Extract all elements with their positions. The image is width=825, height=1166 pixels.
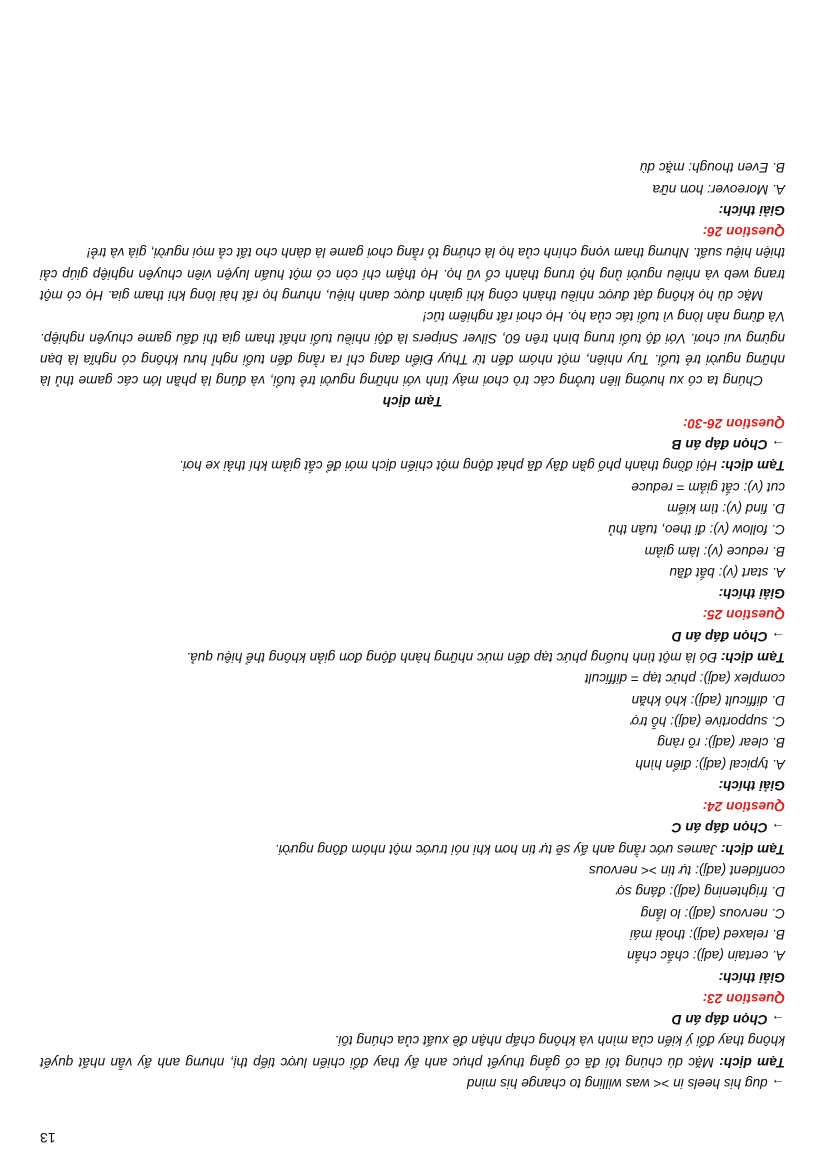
q25-title: Question 25: bbox=[702, 607, 785, 623]
q24-option-d: D. difficult (adj): khó khăn bbox=[631, 692, 785, 708]
q25-option-c: C. follow (v): đi theo, tuân thủ bbox=[608, 522, 785, 538]
passage-paragraph-1: Chúng ta có xu hướng liên tưởng các trò chơi máy tính với những người trẻ tuổi, và đúng là phần lớn các game thủ là những người trẻ tuổi. Tuy nhiên, một nhóm đến từ Thụy Điển đang chỉ ra rằng đến tuổi nghỉ hưu không có nghĩa là bạn ngừng vui chơi. Với độ tuổi trung bình trên 60, Silver Snipers là đội nhiều tuổi nhất tham gia thi đấu game chuyên nghiệp. Và đừng nản lòng vì tuổi tác của họ. Họ chơi rất nghiêm túc! bbox=[40, 309, 785, 389]
q25-translation bbox=[40, 455, 785, 476]
q24-option-b: B. clear (adj): rõ ràng bbox=[657, 735, 785, 751]
q23-option-b: B. relaxed (adj): thoải mái bbox=[630, 926, 785, 942]
translation-text: Mặc dù chúng tôi đã cố gắng thuyết phục anh ấy thay đổi chiến lược tiếp thị, nhưng anh ấy vẫn nhất quyết không thay đổi ý kiến của mình và không chấp nhận đề xuất của chúng tôi. bbox=[40, 1033, 785, 1070]
q23-translation bbox=[40, 838, 785, 859]
passage-paragraph-2: Mặc dù họ không đạt được nhiều thành công khi giành được danh hiệu, nhưng họ rất hài lòng khi tham gia. Họ có một trang web và nhiều người ủng hộ trung thành cổ vũ họ. Họ thậm chí còn có một huấn luyện viên chuyên nghiệp giúp cải thiện hiệu suất. Nhưng tham vọng chính của họ là chứng tỏ rằng chơi game là dành cho tất cả mọi người, già và trẻ! bbox=[40, 245, 785, 304]
q24-answer: → Chọn đáp án D bbox=[671, 628, 785, 644]
q24-option-a: A. typical (adj): điển hình bbox=[635, 756, 785, 772]
q25-option-a: A. start (v): bắt đầu bbox=[669, 564, 785, 580]
page-number: 13 bbox=[40, 1130, 56, 1146]
q22-translation bbox=[40, 1030, 785, 1073]
translation-label: Tạm dịch: bbox=[720, 458, 785, 474]
q23-explain-label: Giải thích: bbox=[718, 969, 785, 985]
q26-explain-label: Giải thích: bbox=[718, 202, 785, 218]
q25-option-b: B. reduce (v): làm giảm bbox=[644, 543, 785, 559]
translation-text: Hội đồng thành phố gần đây đã phát động một chiến dịch mới để cắt giảm khí thải xe hơi. bbox=[179, 458, 718, 474]
q23-answer: → Chọn đáp án C bbox=[671, 820, 785, 836]
q23-note: confident (adj): tự tin >< nervous bbox=[588, 863, 785, 879]
q24-title: Question 24: bbox=[702, 799, 785, 815]
translation-label: Tạm dịch: bbox=[720, 841, 785, 857]
q25-answer: → Chọn đáp án B bbox=[671, 437, 785, 453]
q23-option-c: C. nervous (adj): lo lắng bbox=[640, 905, 785, 921]
q26-option-a: A. Moreover: hơn nữa bbox=[652, 181, 785, 197]
passage-title: Question 26-30: bbox=[683, 415, 785, 431]
translation-label: Tạm dịch: bbox=[720, 650, 785, 666]
document-body bbox=[40, 157, 785, 1094]
q26-option-b: B. Even though: mặc dù bbox=[639, 160, 785, 176]
q22-tail: → dug his heels in >< was willing to change his mind bbox=[466, 1076, 785, 1091]
passage-heading: Tạm dịch bbox=[382, 394, 443, 410]
q24-option-c: C. supportive (adj): hỗ trợ bbox=[630, 713, 785, 729]
q23-title: Question 23: bbox=[702, 990, 785, 1006]
q25-option-d: D. find (v): tìm kiếm bbox=[667, 500, 785, 516]
q26-title: Question 26: bbox=[702, 224, 785, 240]
q25-note: cut (v): cắt giảm = reduce bbox=[631, 479, 785, 495]
q24-explain-label: Giải thích: bbox=[718, 777, 785, 793]
q23-option-d: D. frightening (adj): đáng sợ bbox=[616, 884, 785, 900]
q24-translation bbox=[40, 647, 785, 668]
translation-text: James ước rằng anh ấy sẽ tự tin hơn khi nói trước một nhóm đông người. bbox=[274, 841, 718, 857]
translation-text: Đó là một tình huống phức tạp đến mức những hành động đơn giản không thể hiệu quả. bbox=[186, 650, 718, 666]
q23-option-a: A. certain (adj): chắc chắn bbox=[627, 948, 785, 964]
translation-label: Tạm dịch: bbox=[719, 1054, 785, 1070]
q24-note: complex (adj): phức tạp = difficult bbox=[584, 671, 785, 687]
q22-answer: → Chọn đáp án D bbox=[671, 1012, 785, 1028]
q25-explain-label: Giải thích: bbox=[718, 586, 785, 602]
